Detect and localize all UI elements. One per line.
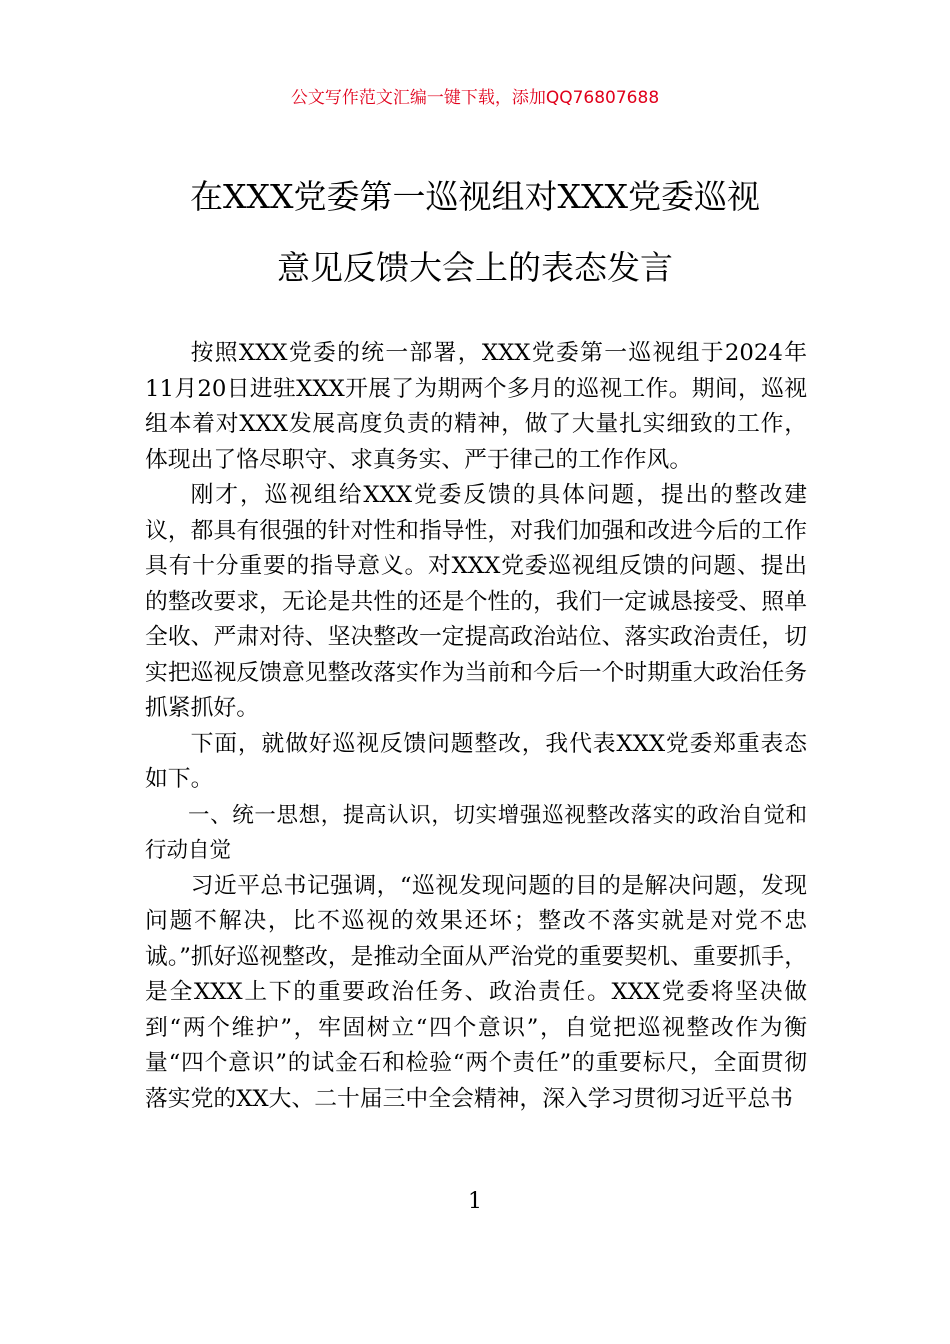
document-title-line-1: 在XXX党委第一巡视组对XXX党委巡视 [190, 177, 760, 216]
paragraph-section-one: 习近平总书记强调，“巡视发现问题的目的是解决问题，发现问题不解决，比不巡视的效果还坏；整改不落实就是对党不忠诚。”抓好巡视整改，是推动全面从严治党的重要契机、重要抓手，是全XXX上下的重要政治任务、政治责任。XXX党委将坚决做到“两个维护”，牢固树立“四个意识”，自觉把巡视整改作为衡量“四个意识”的试金石和检验“两个责任”的重要标尺，全面贯彻落实党的XX大、二十届三中全会精神，深入学习贯彻习近平总书 [145, 872, 807, 1112]
paragraph-feedback: 刚才，巡视组给XXX党委反馈的具体问题，提出的整改建议，都具有很强的针对性和指导性，对我们加强和改进今后的工作具有十分重要的指导意义。对XXX党委巡视组反馈的问题、提出的整改要求，无论是共性的还是个性的，我们一定诚恳接受、照单全收、严肃对待、坚决整改一定提高政治站位、落实政治责任，切实把巡视反馈意见整改落实作为当前和今后一个时期重大政治任务抓紧抓好。 [145, 482, 807, 721]
document-body [145, 336, 807, 1117]
download-ad-banner: 公文写作范文汇编一键下载，添加QQ76807688 [290, 88, 660, 108]
paragraph-statement: 下面，就做好巡视反馈问题整改，我代表XXX党委郑重表态如下。 [145, 730, 807, 792]
paragraph-intro: 按照XXX党委的统一部署，XXX党委第一巡视组于2024年11月20日进驻XXX开展了为期两个多月的巡视工作。期间，巡视组本着对XXX发展高度负责的精神，做了大量扎实细致的工作，体现出了恪尽职守、求真务实、严于律己的工作作风。 [145, 340, 807, 473]
page-number: 1 [468, 1189, 482, 1214]
document-title-line-2: 意见反馈大会上的表态发言 [277, 248, 673, 287]
section-heading: 一、统一思想，提高认识，切实增强巡视整改落实的政治自觉和行动自觉 [145, 802, 807, 863]
